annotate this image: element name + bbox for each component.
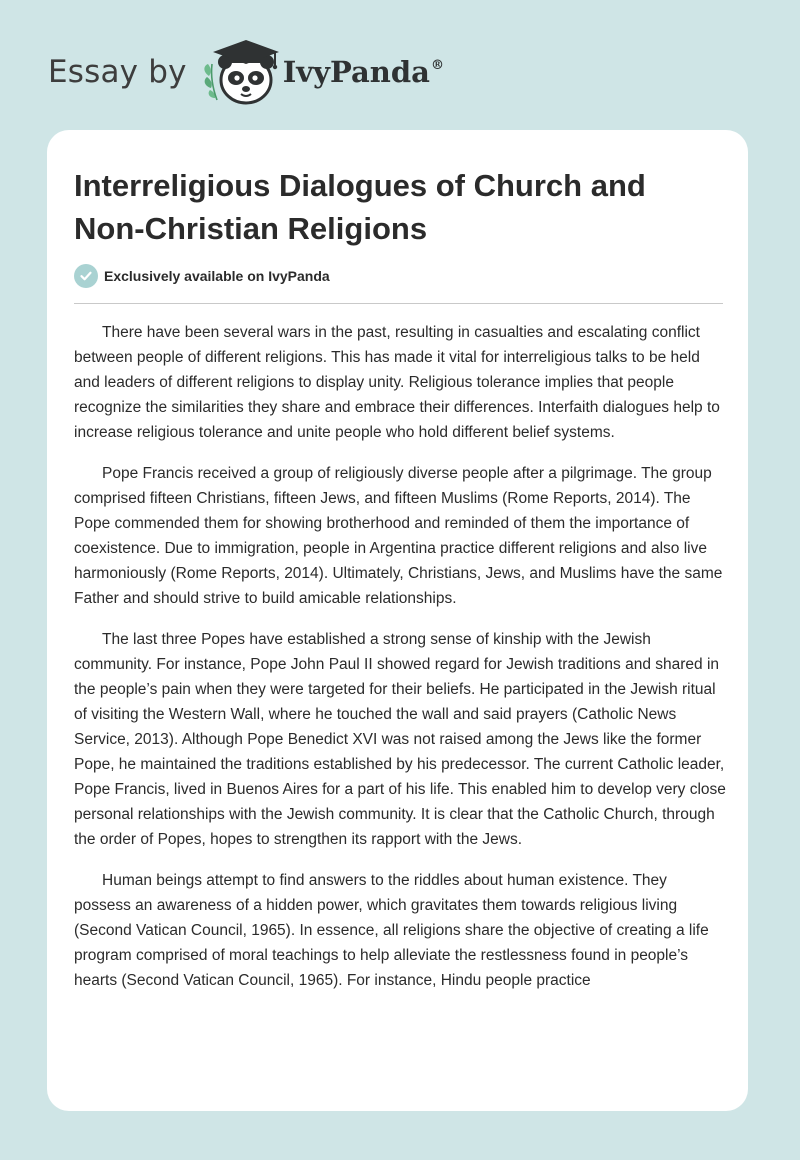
divider	[74, 303, 723, 304]
paragraph: Pope Francis received a group of religiously diverse people after a pilgrimage. The group comprised fifteen Christians, fifteen Jews, and fifteen Muslims (Rome Reports, 2014). The Pope commended them for showing brotherhood and reminded of them the importance of coexistence. Due to immigration, people in Argentina practice different religions and also live harmoniously (Rome Reports, 2014). Ultimately, Christians, Jews, and Muslims have the same Father and should strive to build amicable relationships.	[74, 465, 723, 607]
ivypanda-logo-icon[interactable]	[199, 36, 281, 108]
paragraph: There have been several wars in the past, resulting in casualties and escalating conflict between people of different religions. This has made it vital for interreligious talks to be held and leaders of different religions to display unity. Religious tolerance implies that people recognize the similarities they share and embrace their differences. Interfaith dialogues help to increase religious tolerance and unite people who hold different belief systems.	[74, 324, 720, 441]
brand-header	[48, 36, 444, 108]
essay-body	[74, 320, 726, 1009]
brand-name[interactable]	[283, 55, 444, 89]
essay-by-label: Essay by	[48, 54, 187, 90]
brand-name-text: IvyPanda	[282, 55, 430, 89]
exclusive-badge	[74, 264, 330, 288]
exclusive-badge-label: Exclusively available on IvyPanda	[104, 268, 330, 284]
paragraph: Human beings attempt to find answers to the riddles about human existence. They possess an awareness of a hidden power, which gravitates them towards religious living (Second Vatican Council, 1965). In essence, all religions share the objective of creating a life program comprised of moral teachings to help alleviate the restlessness found in people’s hearts (Second Vatican Council, 1965). For instance, Hindu people practice	[74, 872, 709, 989]
paragraph: The last three Popes have established a strong sense of kinship with the Jewish community. For instance, Pope John Paul II showed regard for Jewish traditions and shared in the people’s pain when they were targeted for their beliefs. He participated in the Jewish ritual of visiting the Western Wall, where he touched the wall and said prayers (Catholic News Service, 2013). Although Pope Benedict XVI was not raised among the Jews like the former Pope, he maintained the traditions established by his predecessor. The current Catholic leader, Pope Francis, lived in Buenos Aires for a part of his life. This enabled him to develop very close personal relationships with the Jewish community. It is clear that the Catholic Church, through the order of Popes, hopes to strengthen its rapport with the Jews.	[74, 631, 726, 848]
essay-title: Interreligious Dialogues of Church and Non-Christian Religions	[74, 168, 646, 246]
essay-card	[47, 130, 748, 1111]
check-icon	[74, 264, 98, 288]
registered-mark: ®	[430, 58, 444, 73]
